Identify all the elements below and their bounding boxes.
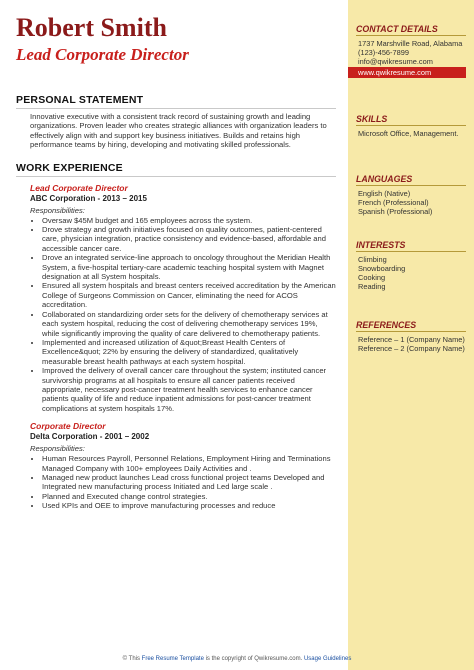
job-title: Corporate Director xyxy=(30,421,106,432)
list-item: • Drove strategy and growth initiatives focused on quality outcomes, patient-centered care, physician integration, practice consistency and evidence-based, affordable and accessible cancer care. xyxy=(42,225,336,253)
list-item: • Managed new product launches Lead cross functional project teams Developed and Integrated new manufacturing process Initiated and Led large scale . xyxy=(42,473,336,492)
copyright-footer xyxy=(0,656,474,662)
interest-item: Snowboarding xyxy=(358,264,406,273)
language-item: English (Native) xyxy=(358,189,411,198)
references-section xyxy=(348,320,474,353)
free-resume-template-link[interactable]: Free Resume Template xyxy=(141,656,204,662)
section-divider xyxy=(356,251,466,252)
job-title: Lead Corporate Director xyxy=(30,182,128,193)
interest-item: Climbing xyxy=(358,255,387,264)
personal-statement-heading: PERSONAL STATEMENT xyxy=(16,94,144,106)
section-divider xyxy=(16,176,336,177)
usage-guidelines-link[interactable]: Usage Guidelines xyxy=(303,656,352,662)
list-item: • Used KPIs and OEE to improve manufacturing processes and reduce xyxy=(42,501,336,510)
candidate-name: Robert Smith xyxy=(16,13,167,42)
responsibilities-label: Responsibilities: xyxy=(30,205,85,215)
interest-item: Cooking xyxy=(358,273,386,282)
list-item: • Human Resources Payroll, Personnel Relations, Employment Hiring and Terminations Managed Company with 100+ employees Daily Activities and . xyxy=(42,454,336,473)
job-entry-1 xyxy=(30,183,336,203)
responsibilities-label: Responsibilities: xyxy=(30,444,85,454)
list-item: • Collaborated on standardizing order sets for the delivery of chemotherapy services at each system hospital, reducing the cost of delivering chemotherapy services 19%, while significantly improving the quality of care delivered to chemotherapy patients. xyxy=(42,310,336,338)
job-company: ABC Corporation - 2013 – 2015 xyxy=(30,193,147,203)
skills-section xyxy=(348,114,474,138)
job-company: Delta Corporation - 2001 – 2002 xyxy=(30,432,150,442)
reference-item: Reference – 2 (Company Name) xyxy=(358,344,465,353)
section-divider xyxy=(356,331,466,332)
section-divider xyxy=(356,35,466,36)
footer-prefix: © This xyxy=(122,656,142,662)
list-item: • Planned and Executed change control strategies. xyxy=(42,492,336,501)
contact-address: 1737 Marshville Road, Alabama xyxy=(358,39,463,48)
work-experience-heading: WORK EXPERIENCE xyxy=(16,161,123,174)
language-item: French (Professional) xyxy=(358,198,429,207)
skills-text: Microsoft Office, Management. xyxy=(358,129,459,138)
personal-statement-text: Innovative executive with a consistent track record of sustaining growth and leading organizations. Proven leader who creates strategic alliances with organization leaders to effectively align with and support key business initiatives. Builds and retains high performance teams by hiring, developing and motivating skilled professionals. xyxy=(30,112,327,150)
list-item: • Improved the delivery of overall cancer care throughout the system; instituted cancer survivorship programs at all hospitals to ensure all cancer patients received appropriate, necessary post-cancer treatment health services to enhance cancer patients quality of life and reduce inpatient admissions for post-cancer treatment complications at system hospitals 17%. xyxy=(42,366,336,413)
interests-section xyxy=(348,240,474,291)
candidate-role: Lead Corporate Director xyxy=(16,45,189,64)
contact-heading: CONTACT DETAILS xyxy=(356,24,438,34)
footer-middle: is the copyright of Qwikresume.com. xyxy=(203,656,304,662)
section-divider xyxy=(356,125,466,126)
language-item: Spanish (Professional) xyxy=(358,207,433,216)
job-entry-2 xyxy=(30,421,336,441)
section-divider xyxy=(356,185,466,186)
contact-section xyxy=(348,24,474,78)
list-item: • Oversaw $45M budget and 165 employees across the system. xyxy=(42,216,336,225)
sidebar xyxy=(348,0,474,670)
contact-phone: (123)-456-7899 xyxy=(358,48,409,57)
interest-item: Reading xyxy=(358,282,386,291)
responsibilities-list xyxy=(16,454,336,510)
website-link[interactable]: www.qwikresume.com xyxy=(348,67,466,78)
interests-heading: INTERESTS xyxy=(356,240,406,250)
list-item: • Drove an integrated service-line approach to oncology throughout the Meridian Health System, a five-hospital tertiary-care academic teaching hospital system with Magnet designation at all System hospitals. xyxy=(42,253,336,281)
contact-email[interactable]: info@qwikresume.com xyxy=(358,57,433,66)
languages-section xyxy=(348,174,474,216)
main-column xyxy=(16,14,336,511)
list-item: • Implemented and increased utilization of &quot;Breast Health Centers of Excellence&quot; 22% by ensuring the delivery of standardized, qualitatively measurable breast health pathways at each system hospital. xyxy=(42,338,336,366)
reference-item: Reference – 1 (Company Name) xyxy=(358,335,465,344)
skills-heading: SKILLS xyxy=(356,114,388,124)
section-divider xyxy=(16,108,336,109)
responsibilities-list xyxy=(16,216,336,414)
languages-heading: LANGUAGES xyxy=(356,174,413,184)
references-heading: REFERENCES xyxy=(356,320,417,330)
list-item: • Ensured all system hospitals and breast centers received accreditation by the American College of Surgeons Commission on Cancer, eliminating the need for ACOS accreditation. xyxy=(42,281,336,309)
